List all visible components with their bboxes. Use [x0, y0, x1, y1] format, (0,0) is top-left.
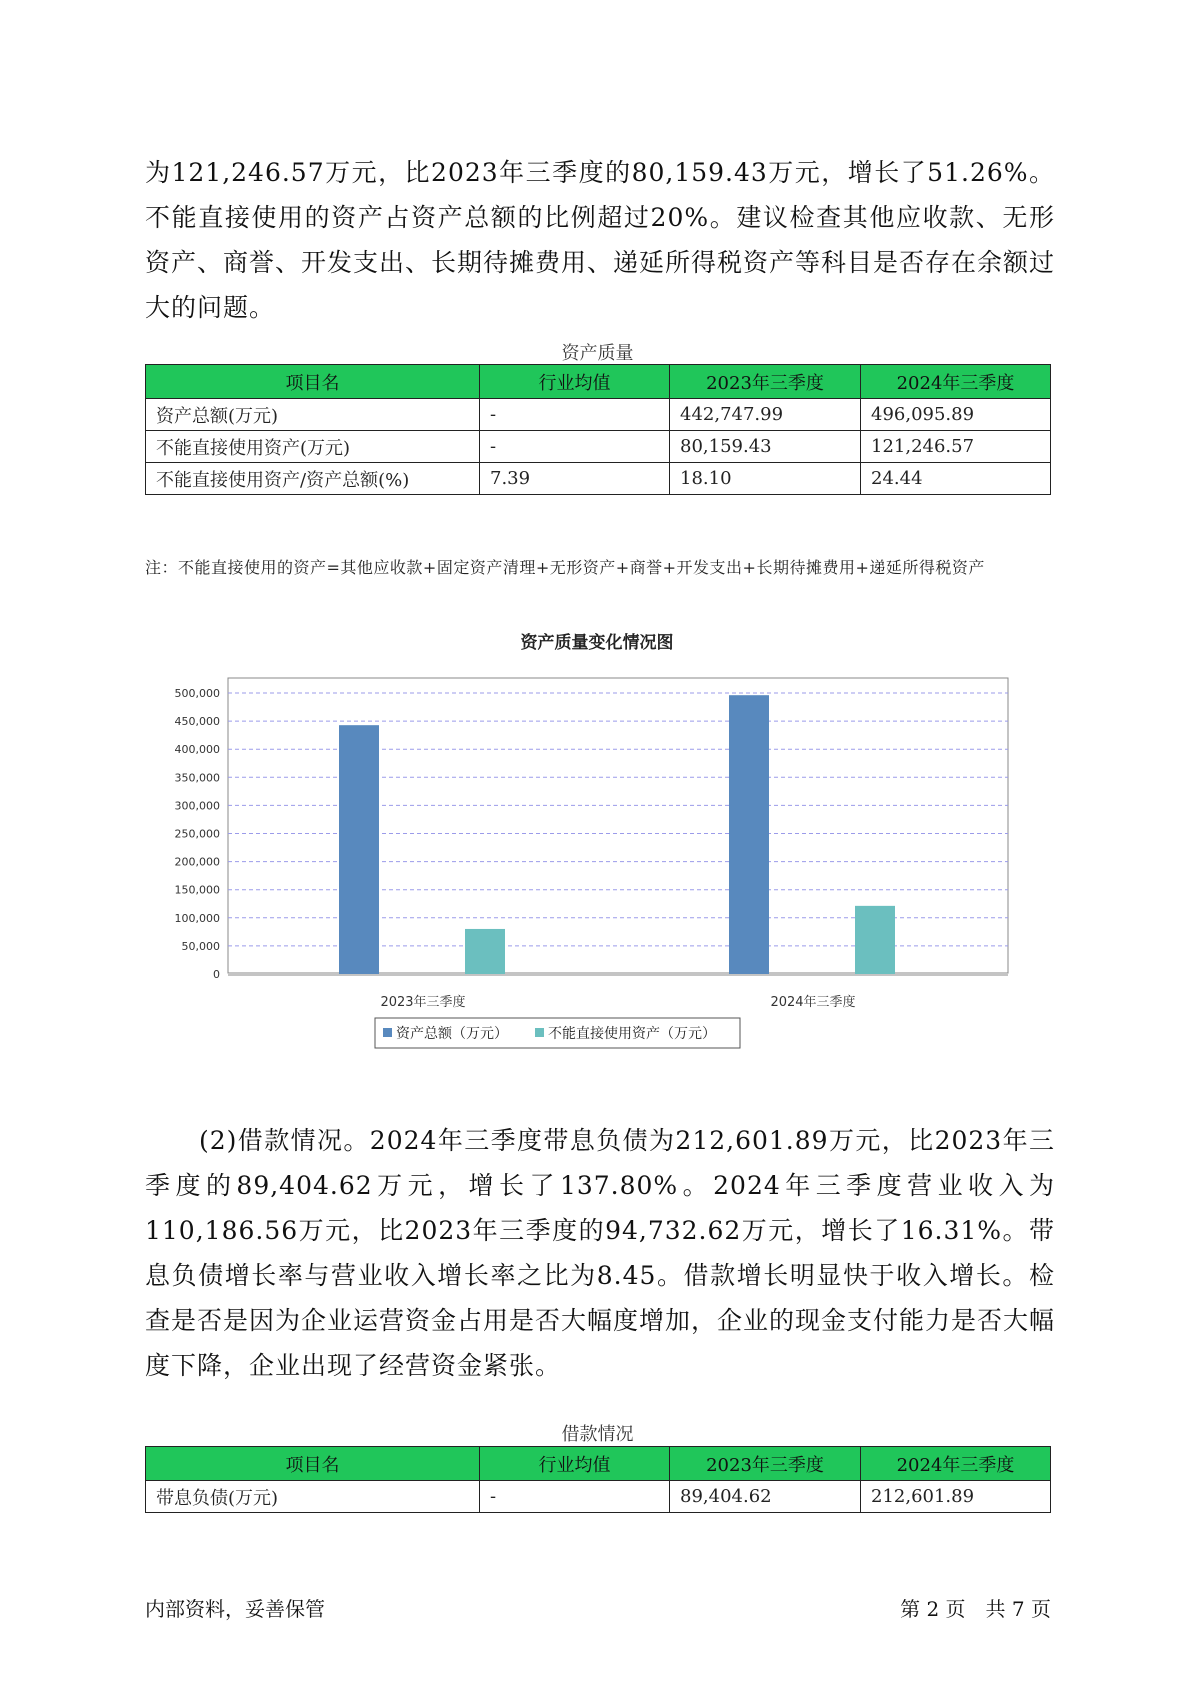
- table-row: [146, 463, 1051, 495]
- table-row: [146, 431, 1051, 463]
- bar: [339, 725, 379, 974]
- table-footnote: 注：不能直接使用的资产=其他应收款+固定资产清理+无形资产+商誉+开发支出+长期待摊费用+递延所得税资产: [145, 558, 985, 577]
- table-caption-asset-quality: 资产质量: [561, 343, 634, 364]
- asset-quality-chart: [145, 625, 1050, 1085]
- header-cell: 2023年三季度: [670, 365, 861, 399]
- paragraph-asset-quality: 为121,246.57万元，比2023年三季度的80,159.43万元，增长了51.26%。不能直接使用的资产占资产总额的比例超过20%。建议检查其他应收款、无形资产、商誉、开发支出、长期待摊费用、递延所得税资产等科目是否存在余额过大的问题。: [145, 158, 1056, 322]
- footer-confidential: 内部资料，妥善保管: [145, 1597, 325, 1621]
- footer-page-number: 第 2 页 共 7 页: [900, 1597, 1051, 1621]
- header-cell: 项目名: [146, 365, 480, 399]
- table-row: [146, 1481, 1051, 1513]
- borrowing-table: [145, 1446, 1051, 1513]
- table-cell: 不能直接使用资产/资产总额(%): [146, 463, 480, 495]
- table-cell: 80,159.43: [670, 431, 861, 463]
- legend-label: 资产总额（万元）: [396, 1026, 508, 1042]
- table-cell: 18.10: [670, 463, 861, 495]
- header-cell: 2023年三季度: [670, 1447, 861, 1481]
- legend-swatch: [535, 1028, 544, 1037]
- table-caption-borrowing: 借款情况: [561, 1424, 634, 1445]
- x-tick-label: 2023年三季度: [380, 995, 466, 1010]
- header-cell: 行业均值: [480, 365, 670, 399]
- table-cell: -: [480, 431, 670, 463]
- table-header-row: [146, 1447, 1051, 1481]
- asset-quality-table: [145, 364, 1051, 495]
- y-tick-label: 50,000: [181, 939, 220, 953]
- table-cell: 资产总额(万元): [146, 399, 480, 431]
- y-tick-label: 150,000: [174, 883, 220, 897]
- y-tick-label: 100,000: [174, 911, 220, 925]
- bar: [729, 695, 769, 974]
- y-tick-label: 250,000: [174, 827, 220, 841]
- table-cell: -: [480, 399, 670, 431]
- y-tick-label: 350,000: [174, 771, 220, 785]
- y-tick-label: 300,000: [174, 799, 220, 813]
- chart-legend: [375, 1018, 740, 1048]
- legend-label: 不能直接使用资产（万元）: [548, 1026, 716, 1042]
- y-tick-label: 400,000: [174, 743, 220, 757]
- header-cell: 项目名: [146, 1447, 480, 1481]
- chart-title: 资产质量变化情况图: [520, 633, 674, 653]
- table-cell: 496,095.89: [861, 399, 1051, 431]
- x-tick-label: 2024年三季度: [770, 995, 856, 1010]
- table-cell: 24.44: [861, 463, 1051, 495]
- y-tick-label: 450,000: [174, 715, 220, 729]
- table-cell: 442,747.99: [670, 399, 861, 431]
- header-cell: 行业均值: [480, 1447, 670, 1481]
- table-row: [146, 399, 1051, 431]
- table-cell: 不能直接使用资产(万元): [146, 431, 480, 463]
- table-cell: 89,404.62: [670, 1481, 861, 1513]
- table-cell: -: [480, 1481, 670, 1513]
- chart-svg: [145, 625, 1050, 1085]
- y-tick-label: 200,000: [174, 855, 220, 869]
- table-cell: 121,246.57: [861, 431, 1051, 463]
- table-cell: 212,601.89: [861, 1481, 1051, 1513]
- header-cell: 2024年三季度: [861, 1447, 1051, 1481]
- header-cell: 2024年三季度: [861, 365, 1051, 399]
- bar: [855, 906, 895, 974]
- table-cell: 7.39: [480, 463, 670, 495]
- table-cell: 带息负债(万元): [146, 1481, 480, 1513]
- legend-swatch: [383, 1028, 392, 1037]
- paragraph-borrowing: (2)借款情况。2024年三季度带息负债为212,601.89万元，比2023年三季度的89,404.62万元，增长了137.80%。2024年三季度营业收入为110,186.56万元，比2023年三季度的94,732.62万元，增长了16.31%。带息负债增长率与营业收入增长率之比为8.45。借款增长明显快于收入增长。检查是否是因为企业运营资金占用是否大幅度增加，企业的现金支付能力是否大幅度下降，企业出现了经营资金紧张。: [145, 1126, 1056, 1380]
- table-header-row: [146, 365, 1051, 399]
- y-tick-label: 0: [213, 968, 220, 981]
- bar: [465, 929, 505, 974]
- y-tick-label: 500,000: [174, 687, 220, 700]
